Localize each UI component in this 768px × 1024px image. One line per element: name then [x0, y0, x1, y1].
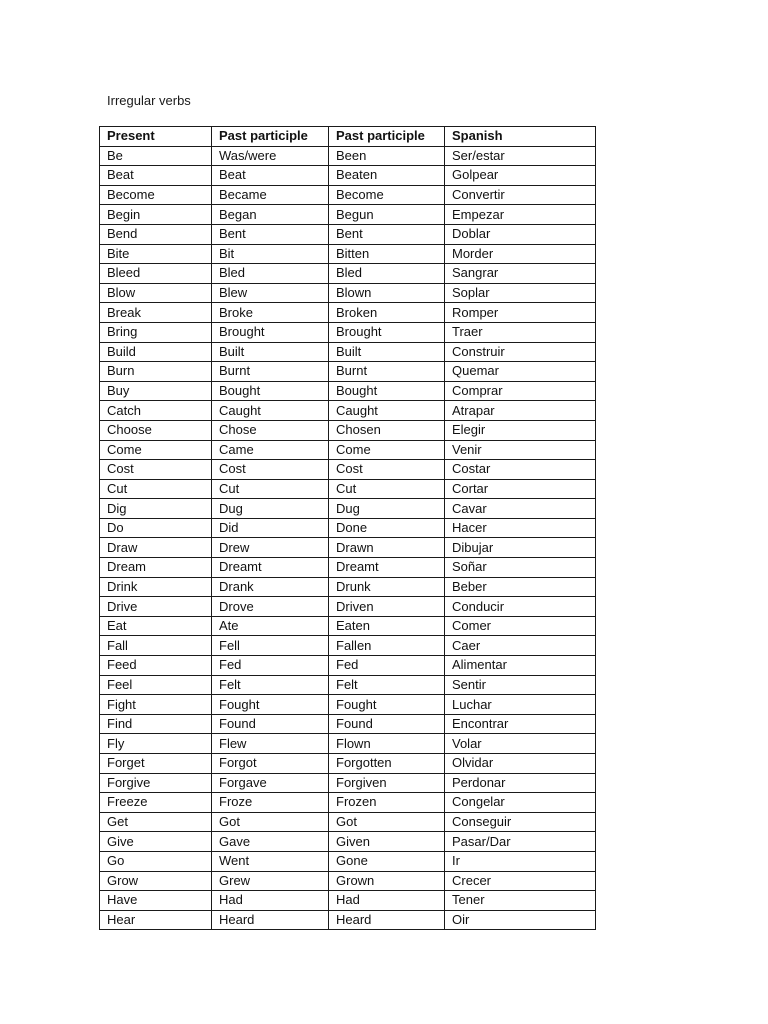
cell-spanish: Atrapar: [445, 401, 596, 421]
cell-past-simple: Broke: [212, 303, 329, 323]
cell-past-participle: Flown: [329, 734, 445, 754]
cell-spanish: Cortar: [445, 479, 596, 499]
cell-spanish: Ser/estar: [445, 146, 596, 166]
table-header-row: [100, 127, 596, 147]
cell-past-simple: Heard: [212, 910, 329, 930]
cell-present: Grow: [100, 871, 212, 891]
cell-past-simple: Fell: [212, 636, 329, 656]
header-past-participle: Past participle: [329, 127, 445, 147]
table-row: [100, 303, 596, 323]
cell-past-participle: Beaten: [329, 166, 445, 186]
cell-spanish: Volar: [445, 734, 596, 754]
cell-past-participle: Broken: [329, 303, 445, 323]
cell-present: Dream: [100, 558, 212, 578]
cell-past-simple: Came: [212, 440, 329, 460]
cell-past-simple: Bit: [212, 244, 329, 264]
cell-past-participle: Frozen: [329, 793, 445, 813]
cell-past-participle: Got: [329, 812, 445, 832]
cell-past-participle: Dreamt: [329, 558, 445, 578]
table-row: [100, 264, 596, 284]
cell-past-participle: Bitten: [329, 244, 445, 264]
cell-past-participle: Bled: [329, 264, 445, 284]
cell-present: Catch: [100, 401, 212, 421]
cell-past-simple: Cut: [212, 479, 329, 499]
cell-present: Beat: [100, 166, 212, 186]
cell-present: Fly: [100, 734, 212, 754]
header-present: Present: [100, 127, 212, 147]
cell-spanish: Morder: [445, 244, 596, 264]
table-row: [100, 342, 596, 362]
table-row: [100, 460, 596, 480]
cell-spanish: Olvidar: [445, 754, 596, 774]
cell-past-participle: Given: [329, 832, 445, 852]
cell-present: Get: [100, 812, 212, 832]
table-row: [100, 773, 596, 793]
table-row: [100, 734, 596, 754]
table-row: [100, 205, 596, 225]
header-spanish: Spanish: [445, 127, 596, 147]
cell-spanish: Pasar/Dar: [445, 832, 596, 852]
cell-present: Give: [100, 832, 212, 852]
table-row: [100, 910, 596, 930]
cell-past-simple: Had: [212, 891, 329, 911]
table-row: [100, 812, 596, 832]
cell-spanish: Empezar: [445, 205, 596, 225]
cell-spanish: Luchar: [445, 695, 596, 715]
cell-present: Draw: [100, 538, 212, 558]
table-row: [100, 440, 596, 460]
table-row: [100, 244, 596, 264]
cell-present: Fall: [100, 636, 212, 656]
table-row: [100, 656, 596, 676]
cell-present: Bring: [100, 322, 212, 342]
cell-past-participle: Burnt: [329, 362, 445, 382]
cell-spanish: Doblar: [445, 224, 596, 244]
table-row: [100, 283, 596, 303]
cell-past-participle: Cut: [329, 479, 445, 499]
table-row: [100, 714, 596, 734]
cell-past-simple: Went: [212, 851, 329, 871]
cell-spanish: Costar: [445, 460, 596, 480]
document-title: Irregular verbs: [107, 93, 191, 108]
table-row: [100, 479, 596, 499]
cell-past-simple: Brought: [212, 322, 329, 342]
cell-present: Hear: [100, 910, 212, 930]
table-row: [100, 597, 596, 617]
table-row: [100, 793, 596, 813]
cell-past-participle: Found: [329, 714, 445, 734]
table-row: [100, 224, 596, 244]
cell-spanish: Caer: [445, 636, 596, 656]
cell-past-participle: Done: [329, 518, 445, 538]
cell-spanish: Conducir: [445, 597, 596, 617]
cell-past-participle: Gone: [329, 851, 445, 871]
cell-spanish: Conseguir: [445, 812, 596, 832]
cell-past-simple: Bent: [212, 224, 329, 244]
cell-present: Bend: [100, 224, 212, 244]
table-row: [100, 695, 596, 715]
cell-present: Drive: [100, 597, 212, 617]
cell-past-simple: Found: [212, 714, 329, 734]
cell-past-simple: Drank: [212, 577, 329, 597]
cell-spanish: Ir: [445, 851, 596, 871]
cell-past-participle: Eaten: [329, 616, 445, 636]
cell-spanish: Alimentar: [445, 656, 596, 676]
cell-past-simple: Gave: [212, 832, 329, 852]
cell-spanish: Hacer: [445, 518, 596, 538]
cell-past-participle: Bought: [329, 381, 445, 401]
cell-spanish: Beber: [445, 577, 596, 597]
table-row: [100, 538, 596, 558]
cell-past-simple: Beat: [212, 166, 329, 186]
cell-spanish: Convertir: [445, 185, 596, 205]
table-body: [100, 146, 596, 930]
cell-present: Become: [100, 185, 212, 205]
table-row: [100, 146, 596, 166]
cell-past-simple: Bled: [212, 264, 329, 284]
cell-past-participle: Drawn: [329, 538, 445, 558]
cell-present: Blow: [100, 283, 212, 303]
cell-past-simple: Drove: [212, 597, 329, 617]
cell-present: Cut: [100, 479, 212, 499]
cell-past-simple: Chose: [212, 420, 329, 440]
cell-present: Forgive: [100, 773, 212, 793]
cell-present: Bleed: [100, 264, 212, 284]
cell-past-simple: Forgot: [212, 754, 329, 774]
cell-present: Burn: [100, 362, 212, 382]
cell-past-simple: Caught: [212, 401, 329, 421]
table-row: [100, 871, 596, 891]
table-row: [100, 891, 596, 911]
cell-past-simple: Built: [212, 342, 329, 362]
cell-spanish: Encontrar: [445, 714, 596, 734]
cell-spanish: Comer: [445, 616, 596, 636]
cell-spanish: Construir: [445, 342, 596, 362]
table-row: [100, 499, 596, 519]
cell-spanish: Sangrar: [445, 264, 596, 284]
cell-past-participle: Caught: [329, 401, 445, 421]
table-row: [100, 518, 596, 538]
cell-present: Buy: [100, 381, 212, 401]
cell-past-participle: Driven: [329, 597, 445, 617]
cell-past-participle: Fallen: [329, 636, 445, 656]
cell-past-simple: Was/were: [212, 146, 329, 166]
cell-past-participle: Heard: [329, 910, 445, 930]
cell-spanish: Elegir: [445, 420, 596, 440]
cell-present: Come: [100, 440, 212, 460]
table-row: [100, 636, 596, 656]
cell-past-simple: Became: [212, 185, 329, 205]
cell-spanish: Soñar: [445, 558, 596, 578]
cell-spanish: Traer: [445, 322, 596, 342]
table-row: [100, 362, 596, 382]
cell-past-participle: Blown: [329, 283, 445, 303]
cell-past-simple: Fought: [212, 695, 329, 715]
cell-past-participle: Come: [329, 440, 445, 460]
cell-present: Build: [100, 342, 212, 362]
cell-present: Break: [100, 303, 212, 323]
cell-past-simple: Began: [212, 205, 329, 225]
cell-past-participle: Been: [329, 146, 445, 166]
cell-past-simple: Burnt: [212, 362, 329, 382]
cell-spanish: Soplar: [445, 283, 596, 303]
cell-spanish: Perdonar: [445, 773, 596, 793]
cell-spanish: Golpear: [445, 166, 596, 186]
table-row: [100, 851, 596, 871]
cell-present: Feel: [100, 675, 212, 695]
table-row: [100, 166, 596, 186]
table-row: [100, 401, 596, 421]
cell-present: Drink: [100, 577, 212, 597]
cell-past-participle: Forgotten: [329, 754, 445, 774]
cell-past-participle: Become: [329, 185, 445, 205]
cell-past-simple: Ate: [212, 616, 329, 636]
irregular-verbs-table: [99, 126, 596, 930]
cell-present: Feed: [100, 656, 212, 676]
cell-spanish: Dibujar: [445, 538, 596, 558]
cell-present: Begin: [100, 205, 212, 225]
cell-past-participle: Dug: [329, 499, 445, 519]
cell-past-participle: Chosen: [329, 420, 445, 440]
table-row: [100, 185, 596, 205]
cell-present: Eat: [100, 616, 212, 636]
table-row: [100, 577, 596, 597]
cell-past-simple: Dug: [212, 499, 329, 519]
cell-past-simple: Felt: [212, 675, 329, 695]
cell-spanish: Oir: [445, 910, 596, 930]
cell-past-participle: Bent: [329, 224, 445, 244]
cell-present: Do: [100, 518, 212, 538]
cell-past-participle: Cost: [329, 460, 445, 480]
cell-past-simple: Forgave: [212, 773, 329, 793]
cell-present: Have: [100, 891, 212, 911]
cell-past-simple: Bought: [212, 381, 329, 401]
cell-present: Dig: [100, 499, 212, 519]
cell-past-participle: Had: [329, 891, 445, 911]
cell-past-simple: Did: [212, 518, 329, 538]
cell-past-simple: Cost: [212, 460, 329, 480]
table-row: [100, 832, 596, 852]
cell-past-simple: Dreamt: [212, 558, 329, 578]
cell-present: Go: [100, 851, 212, 871]
cell-spanish: Tener: [445, 891, 596, 911]
cell-present: Bite: [100, 244, 212, 264]
cell-past-participle: Felt: [329, 675, 445, 695]
cell-past-participle: Forgiven: [329, 773, 445, 793]
table-row: [100, 322, 596, 342]
cell-past-participle: Fed: [329, 656, 445, 676]
cell-spanish: Quemar: [445, 362, 596, 382]
table-row: [100, 381, 596, 401]
cell-past-participle: Brought: [329, 322, 445, 342]
cell-spanish: Venir: [445, 440, 596, 460]
cell-past-simple: Drew: [212, 538, 329, 558]
cell-present: Cost: [100, 460, 212, 480]
cell-present: Freeze: [100, 793, 212, 813]
cell-past-simple: Grew: [212, 871, 329, 891]
table-row: [100, 420, 596, 440]
cell-spanish: Romper: [445, 303, 596, 323]
cell-past-simple: Blew: [212, 283, 329, 303]
table-row: [100, 675, 596, 695]
cell-past-simple: Flew: [212, 734, 329, 754]
cell-present: Forget: [100, 754, 212, 774]
cell-spanish: Cavar: [445, 499, 596, 519]
cell-past-participle: Grown: [329, 871, 445, 891]
cell-present: Choose: [100, 420, 212, 440]
header-past-simple: Past participle: [212, 127, 329, 147]
cell-spanish: Sentir: [445, 675, 596, 695]
cell-past-participle: Built: [329, 342, 445, 362]
cell-spanish: Crecer: [445, 871, 596, 891]
cell-past-participle: Drunk: [329, 577, 445, 597]
cell-present: Fight: [100, 695, 212, 715]
cell-past-participle: Fought: [329, 695, 445, 715]
cell-spanish: Congelar: [445, 793, 596, 813]
cell-past-simple: Got: [212, 812, 329, 832]
cell-present: Find: [100, 714, 212, 734]
cell-spanish: Comprar: [445, 381, 596, 401]
table-row: [100, 558, 596, 578]
table-row: [100, 754, 596, 774]
table-row: [100, 616, 596, 636]
cell-past-participle: Begun: [329, 205, 445, 225]
cell-past-simple: Fed: [212, 656, 329, 676]
cell-present: Be: [100, 146, 212, 166]
cell-past-simple: Froze: [212, 793, 329, 813]
